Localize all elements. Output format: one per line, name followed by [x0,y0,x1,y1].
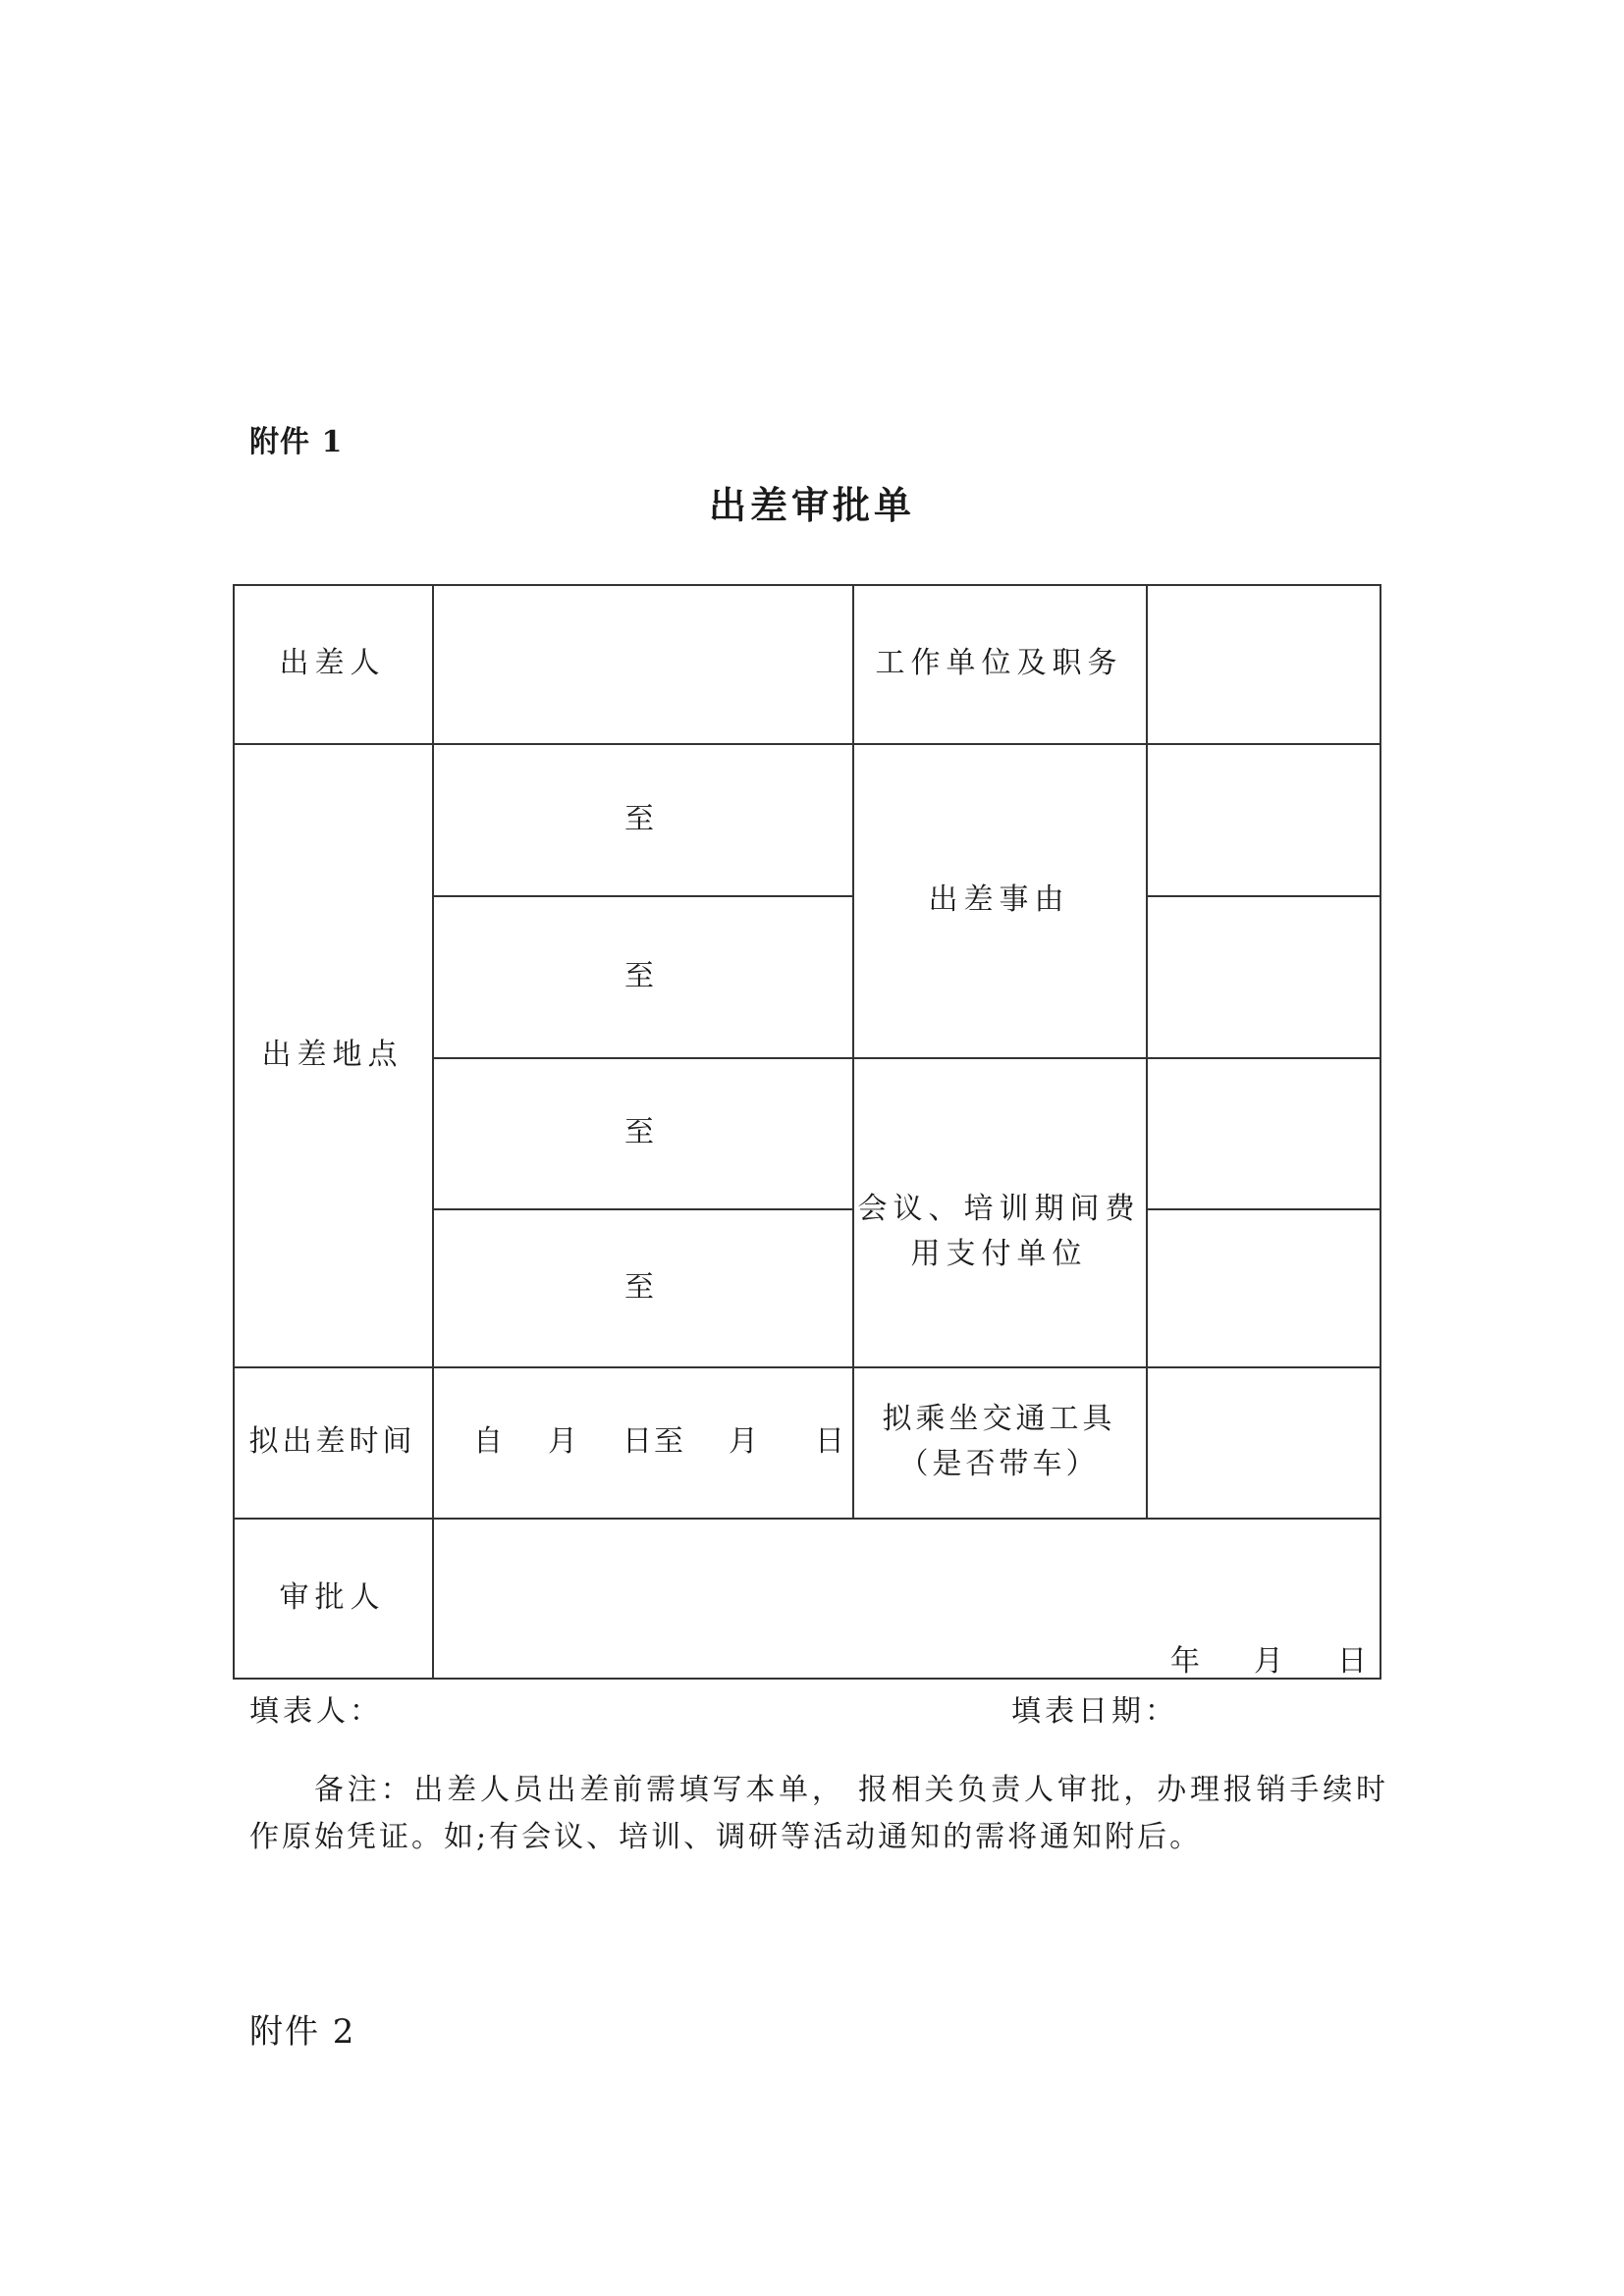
fill-date-label: 填表日期： [1011,1694,1178,1729]
approver-sign-year: 年 [1170,1644,1204,1679]
transport-label-line1: 拟乘坐交通工具 [882,1402,1116,1436]
table-border-bottom [233,1678,1381,1680]
location-label: 出差地点 [261,1037,404,1072]
transport-field[interactable] [1148,1368,1380,1518]
time-month-2: 月 [729,1424,760,1459]
unit-position-label: 工作单位及职务 [875,646,1123,680]
form-title: 出差审批单 [708,483,915,527]
location-to-4[interactable]: 至 [624,1269,660,1305]
approver-field[interactable] [434,1520,1380,1678]
reason-label: 出差事由 [928,882,1070,917]
reason-field-2[interactable] [1148,897,1380,1057]
approver-sign-day: 日 [1337,1644,1371,1679]
table-border-right [1380,584,1381,1680]
location-to-2[interactable]: 至 [624,958,660,993]
location-to-3[interactable]: 至 [624,1115,660,1149]
payer-field-2[interactable] [1148,1210,1380,1366]
filler-label: 填表人： [249,1694,383,1729]
time-day-to: 日至 [623,1424,685,1459]
remark-text: 备注：出差人员出差前需填写本单， 报相关负责人审批，办理报销手续时作原始凭证。如;有会议、培训、调研等活动通知的需将通知附后。 [249,1773,1388,1854]
transport-label-line2: （是否带车） [898,1447,1100,1481]
attachment-2-label: 附件 2 [249,2012,356,2052]
payer-label [852,1057,1146,1366]
time-month-1: 月 [548,1424,579,1459]
approver-sign-month: 月 [1254,1644,1287,1679]
unit-position-field[interactable] [1148,586,1380,743]
transport-label [852,1366,1146,1518]
planned-time-label: 拟出差时间 [248,1424,416,1459]
time-day-2: 日 [815,1424,846,1459]
planned-time-field[interactable] [432,1366,852,1518]
attachment-1-label: 附件 1 [249,425,344,459]
traveler-label: 出差人 [279,646,386,680]
reason-field-1[interactable] [1148,745,1380,895]
approval-form-table [233,584,1381,1680]
time-from: 自 [473,1424,505,1459]
payer-label-line2: 用支付单位 [910,1236,1088,1271]
payer-field-1[interactable] [1148,1059,1380,1208]
payer-label-line1: 会议、培训期间费 [857,1191,1141,1226]
location-to-1[interactable]: 至 [624,801,660,836]
approver-label: 审批人 [279,1579,386,1615]
traveler-field[interactable] [434,586,852,743]
